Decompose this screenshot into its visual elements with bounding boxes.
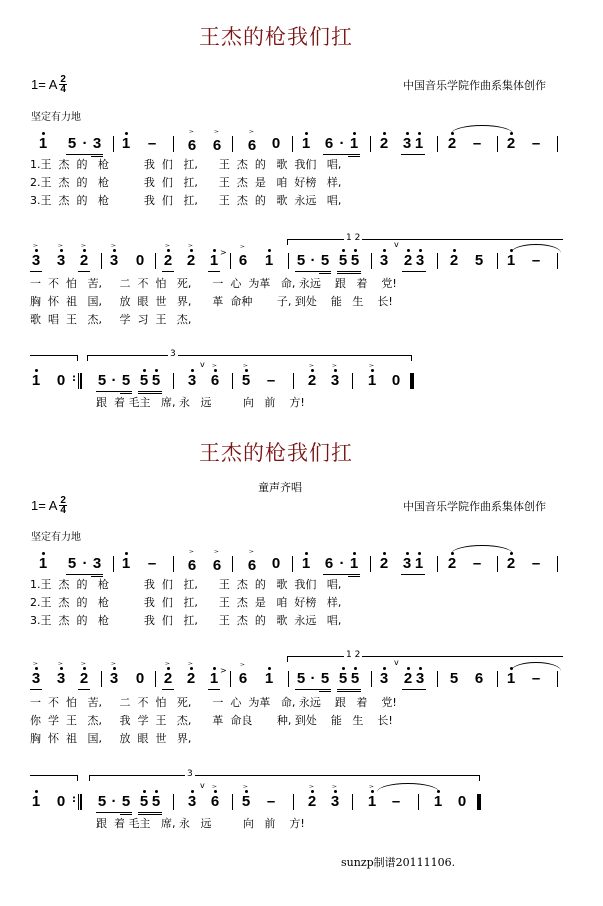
note: 6 > xyxy=(237,671,249,686)
tie xyxy=(377,783,439,792)
note: 3 xyxy=(402,135,412,152)
composer-credit: 中国音乐学院作曲系集体创作 xyxy=(403,79,546,92)
note: 5 > xyxy=(240,794,252,809)
note: 1 xyxy=(38,135,48,152)
lyrics-verse-2: 2.王 杰 的 枪 我 们 扛, 王 杰 是 咱 好榜 样, xyxy=(30,596,342,609)
volta-bracket-1-2: 1 2 xyxy=(287,239,563,245)
tempo-marking: 坚定有力地 xyxy=(31,112,81,123)
volta-bracket-end xyxy=(30,775,78,781)
rest: 0 xyxy=(457,793,467,810)
rest: 0 xyxy=(135,252,145,269)
note: 5 xyxy=(121,372,131,389)
note: 6 xyxy=(474,670,484,687)
note: 6 > xyxy=(186,138,198,153)
lyrics-verse-1: 1.王 杰 的 枪 我 们 扛, 王 杰 的 歌 我们 唱, xyxy=(30,578,342,591)
lyrics-line-3: 跟 着 毛主 席, 永 远 向 前 方! xyxy=(96,396,305,409)
note: 5 > xyxy=(240,373,252,388)
note: 3 xyxy=(92,555,102,572)
note: 3 > xyxy=(108,253,120,268)
note: 6 > xyxy=(211,558,223,573)
note: 2 > xyxy=(306,373,318,388)
note: 1 xyxy=(301,555,311,572)
lyrics-verse-1: 1.王 杰 的 枪 我 们 扛, 王 杰 的 歌 我们 唱, xyxy=(30,158,342,171)
note: 5 xyxy=(296,252,306,269)
note: 3 > xyxy=(329,794,341,809)
note: 5 xyxy=(67,555,77,572)
note: 3 > xyxy=(55,253,67,268)
notation-line-1 xyxy=(0,133,603,155)
key-signature xyxy=(31,75,67,94)
note: 2 xyxy=(379,555,389,572)
rest: 0 xyxy=(56,372,66,389)
note: 1 xyxy=(264,670,274,687)
note: 6 > xyxy=(246,558,258,573)
note: 5 xyxy=(320,670,330,687)
lyrics-line-3: 跟 着 毛主 席, 永 远 向 前 方! xyxy=(96,817,305,830)
lyrics-verse-3: 3.王 杰 的 枪 我 们 扛, 王 杰 的 歌 永远 唱, xyxy=(30,614,342,627)
note: 2 xyxy=(447,135,457,152)
note: 5 xyxy=(121,793,131,810)
notation-line-3 xyxy=(0,360,603,392)
notation-line-1 xyxy=(0,553,603,575)
note: 2 > xyxy=(185,671,197,686)
dash: – xyxy=(266,793,276,810)
song-title: 王杰的枪我们扛 xyxy=(199,441,353,465)
tie xyxy=(451,125,513,134)
dash: – xyxy=(266,372,276,389)
note: 1 > xyxy=(366,373,378,388)
note: 1 xyxy=(506,670,516,687)
note: 3 xyxy=(379,670,389,687)
note: 1 xyxy=(414,555,424,572)
breath-mark: v xyxy=(200,781,205,790)
note: 5 xyxy=(139,372,149,389)
note: 2 > xyxy=(306,794,318,809)
note: 2 xyxy=(449,252,459,269)
tie xyxy=(451,545,513,554)
tempo-marking: 坚定有力地 xyxy=(31,532,81,543)
note: 2 > xyxy=(78,671,90,686)
rest: 0 xyxy=(56,793,66,810)
dash: – xyxy=(472,135,482,152)
note: 6 > xyxy=(186,558,198,573)
dot: · xyxy=(339,555,345,572)
lyrics-verse-2: 你 学 王 杰, 我 学 王 杰, 革 命良 种, 到处 能 生 长! xyxy=(30,714,393,727)
notation-line-2: 3 > 3 > 2 > 3 > 0 2 > 2 > 1 > 6 > 1 5 · 5 5 5 3 v 2 3 5 6 1 – xyxy=(0,668,603,690)
tie xyxy=(511,244,561,253)
note: 5 xyxy=(350,670,360,687)
volta-bracket-3: 3 xyxy=(89,775,480,781)
note: 5 xyxy=(151,793,161,810)
note: 6 xyxy=(324,555,334,572)
composer-credit: 中国音乐学院作曲系集体创作 xyxy=(403,500,546,513)
volta-bracket-3: 3 xyxy=(87,355,412,361)
breath-mark: v xyxy=(200,360,205,369)
note: 1 xyxy=(349,135,359,152)
breath-mark: v xyxy=(394,240,399,249)
key-label: 1= A xyxy=(31,498,58,513)
dot: · xyxy=(310,252,316,269)
dash: – xyxy=(147,135,157,152)
note: 2 > xyxy=(162,671,174,686)
note: 1 xyxy=(38,555,48,572)
rest: 0 xyxy=(271,555,281,572)
lyrics-verse-1: 一 不 怕 苦, 二 不 怕 死, 一 心 为革 命, 永远 跟 着 党! xyxy=(30,696,397,709)
note: 3 xyxy=(187,793,197,810)
dot: · xyxy=(310,670,316,687)
repeat-sign: : xyxy=(72,794,82,810)
note: 2 xyxy=(506,555,516,572)
note: 3 xyxy=(415,252,425,269)
note: 5 xyxy=(350,252,360,269)
note: 3 > xyxy=(108,671,120,686)
performance-note: 童声齐唱 xyxy=(258,481,302,494)
note: 3 xyxy=(187,372,197,389)
lyrics-verse-1: 一 不 怕 苦, 二 不 怕 死, 一 心 为革 命, 永远 跟 着 党! xyxy=(30,277,397,290)
note: 1 xyxy=(31,793,41,810)
note: 6 > xyxy=(246,138,258,153)
lyrics-verse-3: 3.王 杰 的 枪 我 们 扛, 王 杰 的 歌 永远 唱, xyxy=(30,194,342,207)
note: 5 xyxy=(320,252,330,269)
note: 1 xyxy=(31,372,41,389)
note: 1 xyxy=(433,793,443,810)
note: 2 xyxy=(403,252,413,269)
note: 2 > xyxy=(162,253,174,268)
note: 5 xyxy=(338,252,348,269)
note: 1 xyxy=(506,252,516,269)
dash: – xyxy=(531,252,541,269)
note: 5 xyxy=(97,372,107,389)
note: 6 > xyxy=(211,138,223,153)
dash: – xyxy=(531,135,541,152)
note: 5 xyxy=(139,793,149,810)
notation-line-2: 3 > 3 > 2 > 3 > 0 2 > 2 > 1 > 6 > 1 5 · 5 5 5 3 v 2 3 2 5 1 – xyxy=(0,250,603,272)
lyrics-verse-3: 胸 怀 祖 国, 放 眼 世 界, xyxy=(30,732,192,745)
lyrics-verse-2: 胸 怀 祖 国, 放 眼 世 界, 革 命种 子, 到处 能 生 长! xyxy=(30,295,393,308)
time-signature: $\frac{2}{4}$ xyxy=(60,74,66,95)
note: 5 xyxy=(296,670,306,687)
dash: – xyxy=(531,670,541,687)
dash: – xyxy=(531,555,541,572)
note: 1 xyxy=(209,670,219,687)
note: 1 xyxy=(349,555,359,572)
note: 1 xyxy=(301,135,311,152)
note: 2 xyxy=(403,670,413,687)
key-signature xyxy=(31,496,67,515)
note: 6 > xyxy=(209,794,221,809)
dot: · xyxy=(339,135,345,152)
note: 6 > xyxy=(209,373,221,388)
rest: 0 xyxy=(391,372,401,389)
song-title: 王杰的枪我们扛 xyxy=(199,25,353,49)
volta-bracket-end xyxy=(30,355,78,361)
notation-line-3 xyxy=(0,781,603,813)
note: 1 xyxy=(121,555,131,572)
dash: – xyxy=(147,555,157,572)
note: 1 xyxy=(264,252,274,269)
note: 5 xyxy=(151,372,161,389)
note: 1 xyxy=(121,135,131,152)
note: 6 xyxy=(324,135,334,152)
note: 3 > xyxy=(55,671,67,686)
note: 1 > xyxy=(366,794,378,809)
note: 2 > xyxy=(185,253,197,268)
note: 5 xyxy=(449,670,459,687)
dot: · xyxy=(82,555,88,572)
dot: · xyxy=(82,135,88,152)
key-label: 1= A xyxy=(31,77,58,92)
time-signature: $\frac{2}{4}$ xyxy=(60,495,66,516)
dash: – xyxy=(472,555,482,572)
lyrics-verse-2: 2.王 杰 的 枪 我 们 扛, 王 杰 是 咱 好榜 样, xyxy=(30,176,342,189)
note: 3 xyxy=(379,252,389,269)
note: 5 xyxy=(474,252,484,269)
note: 5 xyxy=(67,135,77,152)
dot: · xyxy=(111,372,117,389)
breath-mark: v xyxy=(394,658,399,667)
note: 3 xyxy=(92,135,102,152)
note: 3 > xyxy=(329,373,341,388)
final-barline xyxy=(410,373,414,389)
note: 2 xyxy=(506,135,516,152)
note: 3 > xyxy=(30,253,42,268)
tie xyxy=(511,662,561,671)
note: 1 xyxy=(209,252,219,269)
dot: · xyxy=(111,793,117,810)
note: 3 > xyxy=(30,671,42,686)
final-barline xyxy=(477,794,481,810)
note: 5 xyxy=(338,670,348,687)
note: 5 xyxy=(97,793,107,810)
rest: 0 xyxy=(271,135,281,152)
transcriber-credit: sunzp制谱20111106. xyxy=(341,856,456,869)
repeat-sign: : xyxy=(72,373,82,389)
rest: 0 xyxy=(135,670,145,687)
note: 3 xyxy=(402,555,412,572)
note: 3 xyxy=(415,670,425,687)
note: 2 xyxy=(379,135,389,152)
lyrics-verse-3: 歌 唱 王 杰, 学 习 王 杰, xyxy=(30,313,192,326)
note: 2 > xyxy=(78,253,90,268)
dash: – xyxy=(391,793,401,810)
note: 1 xyxy=(414,135,424,152)
volta-bracket-1-2: 1 2 xyxy=(287,656,563,662)
note: 2 xyxy=(447,555,457,572)
note: 6 > xyxy=(237,253,249,268)
